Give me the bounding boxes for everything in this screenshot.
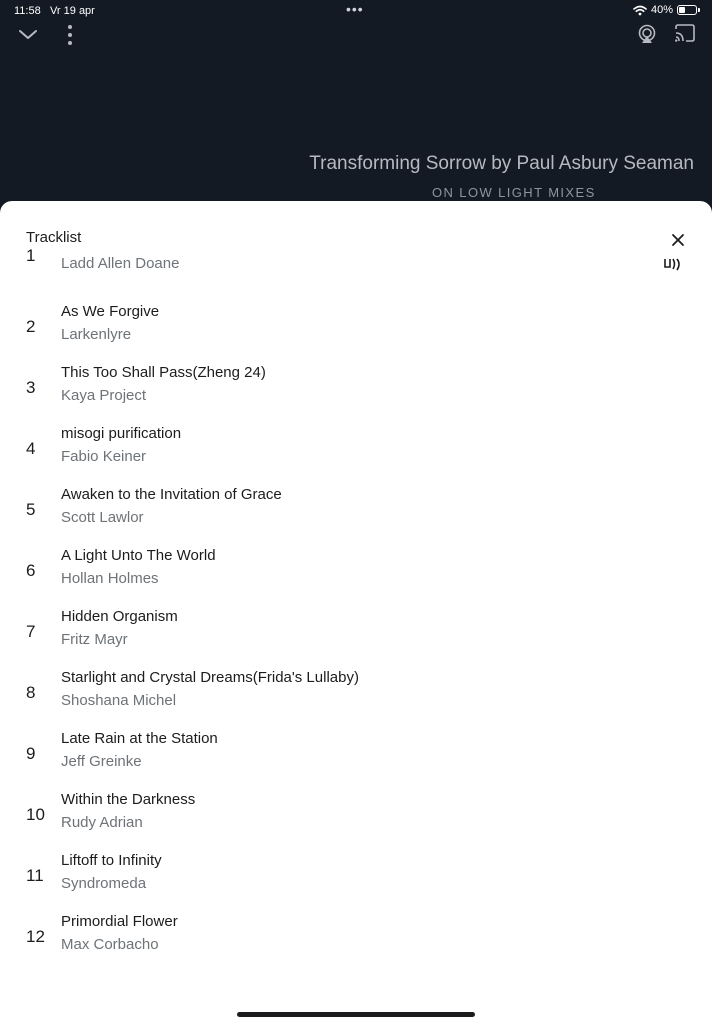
track-number: 11: [26, 866, 44, 885]
track-artist: Hollan Holmes: [61, 570, 159, 587]
track-title: Hidden Organism: [61, 608, 178, 625]
track-row[interactable]: [0, 225, 712, 286]
track-title: Awaken to the Invitation of Grace: [61, 486, 282, 503]
track-artist: Shoshana Michel: [61, 692, 177, 709]
track-number: 12: [26, 927, 45, 946]
track-row[interactable]: [0, 784, 712, 845]
track-number: 2: [26, 317, 36, 336]
tracklist-heading: Tracklist: [26, 229, 82, 246]
track-title: misogi purification: [61, 425, 182, 442]
wifi-icon: [633, 5, 647, 16]
track-row[interactable]: [0, 540, 712, 601]
track-row[interactable]: [0, 906, 712, 967]
player-header: [0, 22, 712, 202]
track-title: Primordial Flower: [61, 913, 178, 930]
track-artist: Scott Lawlor: [61, 509, 144, 526]
battery-icon: [677, 5, 697, 15]
track-artist: Fabio Keiner: [61, 448, 147, 465]
track-artist: Max Corbacho: [61, 936, 159, 953]
multitasking-dots-icon[interactable]: •••: [346, 1, 364, 17]
track-row[interactable]: [0, 601, 712, 662]
track-title: Within the Darkness: [61, 791, 196, 808]
now-playing-subtitle[interactable]: ON LOW LIGHT MIXES: [432, 185, 596, 200]
cast-icon[interactable]: [674, 24, 696, 42]
track-row[interactable]: [0, 845, 712, 906]
track-artist: Rudy Adrian: [61, 814, 143, 831]
track-artist: Syndromeda: [61, 875, 147, 892]
track-title: Late Rain at the Station: [61, 730, 218, 747]
track-number: 8: [26, 683, 36, 702]
track-row[interactable]: [0, 662, 712, 723]
status-indicators: [633, 4, 700, 16]
track-artist: Ladd Allen Doane: [61, 255, 180, 272]
track-number: 6: [26, 561, 36, 580]
now-playing-title[interactable]: Transforming Sorrow by Paul Asbury Seaman: [309, 153, 694, 174]
track-artist: Fritz Mayr: [61, 631, 128, 648]
track-title: Liftoff to Infinity: [61, 852, 162, 869]
now-playing-icon: [664, 259, 686, 271]
track-number: 3: [26, 378, 36, 397]
home-indicator[interactable]: [237, 1012, 475, 1017]
track-title: As We Forgive: [61, 303, 160, 320]
track-row[interactable]: [0, 418, 712, 479]
more-vertical-icon[interactable]: [66, 24, 74, 46]
track-row[interactable]: [0, 296, 712, 357]
track-number: 4: [26, 439, 36, 458]
track-number: 5: [26, 500, 36, 519]
status-time: 11:58: [14, 5, 41, 17]
track-artist: Jeff Greinke: [61, 753, 142, 770]
battery-cap: [698, 8, 700, 12]
track-title: Starlight and Crystal Dreams(Frida's Lullaby): [61, 669, 359, 686]
track-number: 10: [26, 805, 45, 824]
track-row[interactable]: [0, 723, 712, 784]
track-row[interactable]: [0, 357, 712, 418]
track-title: A Light Unto The World: [61, 547, 216, 564]
airplay-icon[interactable]: [637, 24, 657, 44]
status-date: Vr 19 apr: [50, 5, 95, 17]
track-number: 1: [26, 246, 36, 265]
track-number: 9: [26, 744, 36, 763]
track-row[interactable]: [0, 479, 712, 540]
track-artist: Larkenlyre: [61, 326, 132, 343]
battery-percent: 40%: [650, 4, 673, 16]
track-number: 7: [26, 622, 36, 641]
tracklist[interactable]: [0, 246, 712, 978]
status-bar: [0, 0, 712, 22]
tracklist-sheet: [0, 201, 712, 1024]
chevron-down-icon[interactable]: [18, 28, 38, 42]
track-title: This Too Shall Pass(Zheng 24): [61, 364, 266, 381]
track-artist: Kaya Project: [61, 387, 147, 404]
